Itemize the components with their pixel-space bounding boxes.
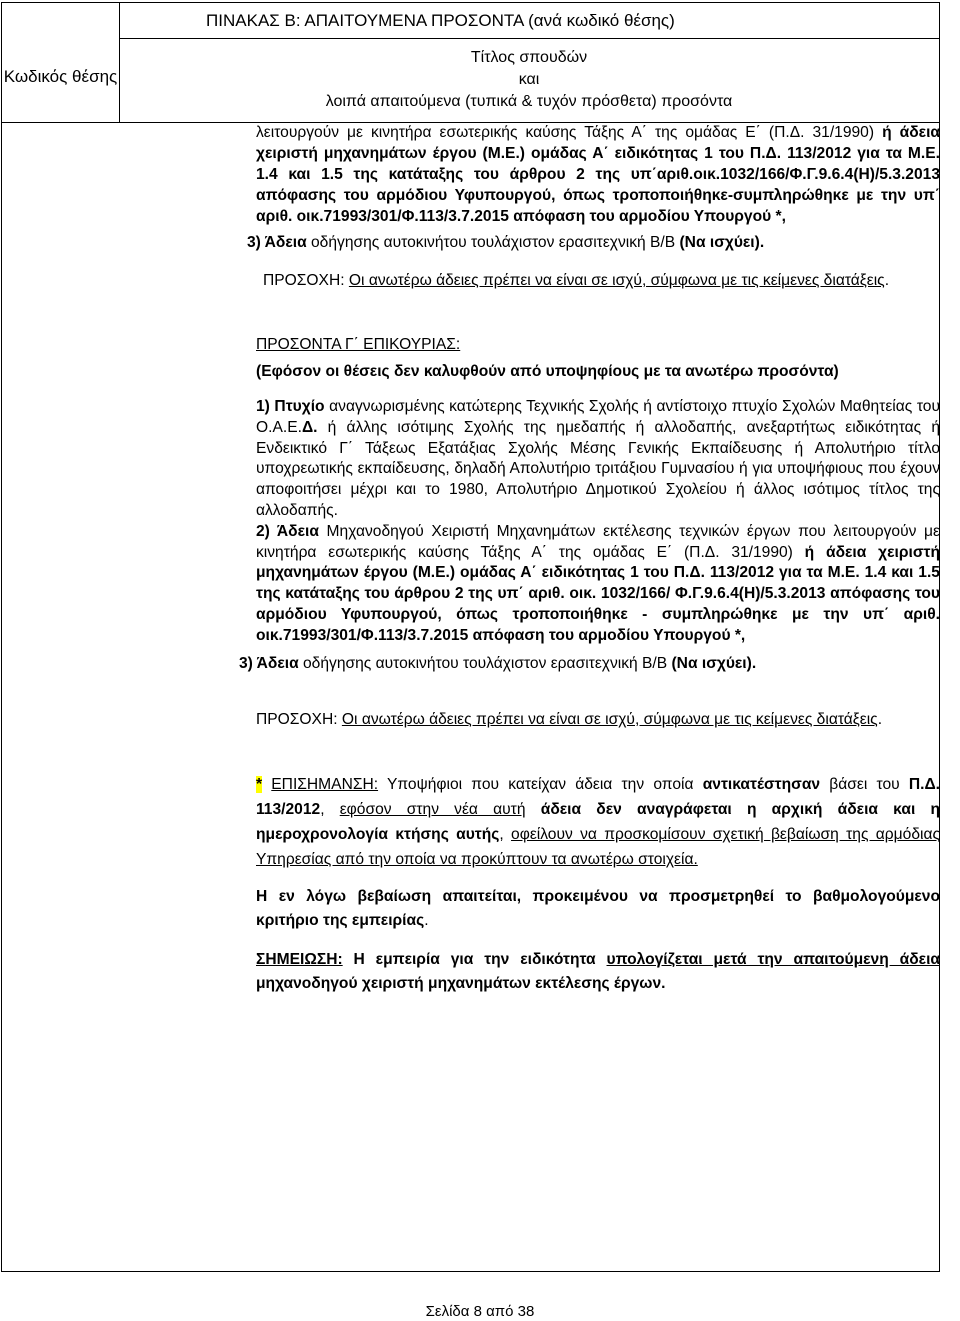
code-column-header: Κωδικός θέσης <box>3 67 118 86</box>
requirements-column-header <box>119 47 939 113</box>
driving-license-item: 3) Άδεια οδήγησης αυτοκινήτου τουλάχιστον ερασιτεχνική Β/Β (Να ισχύει). <box>247 234 765 251</box>
requirements-content <box>239 122 940 996</box>
section-subheading: (Εφόσον οι θέσεις δεν καλυφθούν από υποψηφίους με τα ανωτέρω προσόντα) <box>256 363 839 380</box>
header-line-1: Τίτλος σπουδών <box>470 49 588 66</box>
page-number: Σελίδα 8 από 38 <box>425 1303 535 1320</box>
item-1: 1) Πτυχίο αναγνωρισμένης κατώτερης Τεχνικής Σχολής ή αντίστοιχο πτυχίο Σχολών Μαθητείας του Ο.Α.Ε.Δ. ή άλλης ισότιμης Σχολής της ημεδαπής ή αλλοδαπής, ανεξαρτήτως ειδικότητας ή Ενδεικτικό Γ΄ Τάξεως Εξατάξιας Σχολής Μέσης Γενικής Εκπαίδευσης ή Απολυτήριο τίτλο υποχρεωτικής εκπαίδευσης, δηλαδή Απολυτήριο τριτάξιου Γυμνασίου ή για υποψήφιους που έχουν αποφοιτήσει μέχρι και το 1980, Απολυτήριο Δημοτικού Σχολείου ή άλλος ισότιμος τίτλος της αλλοδαπής. <box>256 398 940 519</box>
warning-note: ΠΡΟΣΟΧΗ: Οι ανωτέρω άδειες πρέπει να είναι σε ισχύ, σύμφωνα με τις κείμενες διατάξεις. <box>263 272 890 289</box>
item-3: 3) Άδεια οδήγησης αυτοκινήτου τουλάχιστον ερασιτεχνική Β/Β (Να ισχύει). <box>239 654 757 672</box>
asterisk-marker: * <box>256 775 263 793</box>
header-divider <box>119 38 939 39</box>
certificate-note: Η εν λόγω βεβαίωση απαιτείται, προκειμένου να προσμετρηθεί το βαθμολογούμενο κριτήριο της εμπειρίας. <box>256 887 940 929</box>
notice-paragraph: * ΕΠΙΣΗΜΑΝΣΗ: Υποψήφιοι που κατείχαν άδεια την οποία αντικατέστησαν βάσει του Π.Δ. 113/2012, εφόσον στην νέα αυτή άδεια δεν αναγράφεται η αρχική άδεια και η ημεροχρονολογία κτήσης αυτής, οφείλουν να προσκομίσουν σχετική βεβαίωση της αρμόδιας Υπηρεσίας από την οποία να προκύπτουν τα ανωτέρω στοιχεία. <box>256 775 940 868</box>
header-line-3: λοιπά απαιτούμενα (τυπικά & τυχόν πρόσθετα) προσόντα <box>325 93 733 110</box>
license-paragraph: λειτουργούν με κινητήρα εσωτερικής καύσης Τάξης Α΄ της ομάδας Ε΄ (Π.Δ. 31/1990) ή άδεια χειριστή μηχανημάτων έργου (Μ.Ε.) ομάδας Α΄ ειδικότητας 1 του Π.Δ. 113/2012 για τα Μ.Ε. 1.4 και 1.5 της κατάταξης του άρθρου 2 της υπ΄αριθ.οικ.1032/166/Φ.Γ.9.6.4(Η)/5.3.2013 απόφασης του αρμόδιου Υφυπουργού, όπως τροποποιήθηκε-συμπληρώθηκε με την υπ΄ αριθ. οικ.71993/301/Φ.113/3.7.2015 απόφαση του αρμοδίου Υπουργού *, <box>256 124 940 225</box>
warning-note-2: ΠΡΟΣΟΧΗ: Οι ανωτέρω άδειες πρέπει να είναι σε ισχύ, σύμφωνα με τις κείμενες διατάξεις. <box>256 710 883 728</box>
table-title: ΠΙΝΑΚΑΣ Β: ΑΠΑΙΤΟΥΜΕΝΑ ΠΡΟΣΟΝΤΑ (ανά κωδικό θέσης) <box>206 11 675 30</box>
remark-note: ΣΗΜΕΙΩΣΗ: Η εμπειρία για την ειδικότητα υπολογίζεται μετά την απαιτούμενη άδεια μηχανοδηγού χειριστή μηχανημάτων εκτέλεσης έργων. <box>256 950 940 992</box>
item-2: 2) Άδεια Μηχανοδηγού Χειριστή Μηχανημάτων εκτέλεσης τεχνικών έργων που λειτουργούν με κινητήρα εσωτερικής καύσης Τάξης Α΄ της ομάδας Ε΄ (Π.Δ. 31/1990) ή άδεια χειριστή μηχανημάτων έργου (Μ.Ε.) ομάδας Α΄ ειδικότητας 1 του Π.Δ. 113/2012 για τα Μ.Ε. 1.4 και 1.5 της κατάταξης του άρθρου 2 της υπ΄ αριθ. οικ. 1032/166/ Φ.Γ.9.6.4(Η)/5.3.2013 απόφασης του αρμόδιου Υφυπουργού, όπως τροποποιήθηκε - συμπληρώθηκε με την υπ΄ αριθ. οικ.71993/301/Φ.113/3.7.2015 απόφαση του αρμοδίου Υπουργού *, <box>256 522 940 644</box>
section-heading: ΠΡΟΣΟΝΤΑ Γ΄ ΕΠΙΚΟΥΡΙΑΣ: <box>256 336 461 353</box>
header-line-2: και <box>518 71 540 88</box>
